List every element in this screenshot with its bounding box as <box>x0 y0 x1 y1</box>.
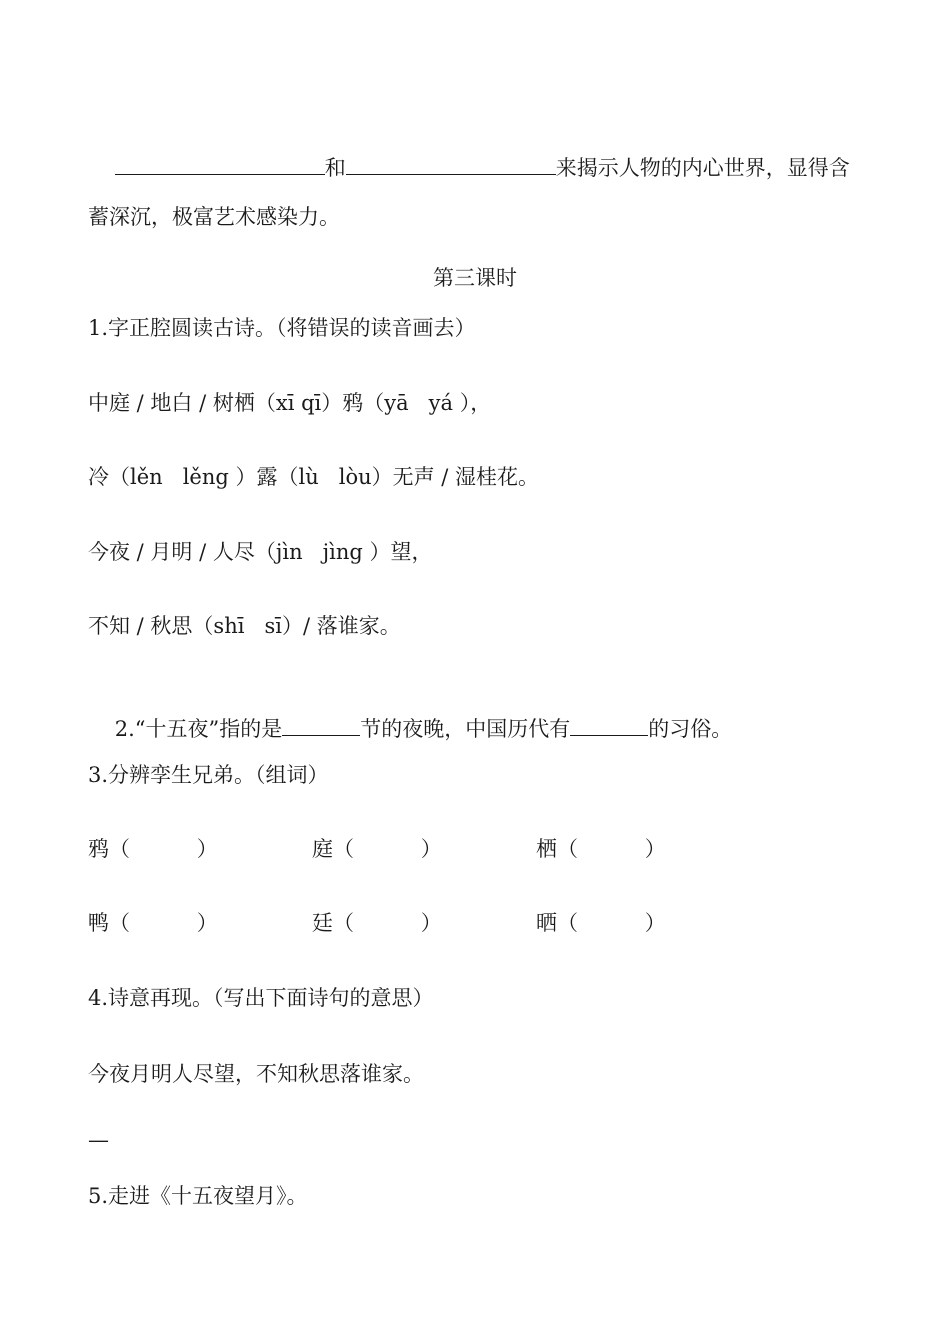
question-3-prompt: 3.分辨孪生兄弟。（组词） <box>88 763 329 787</box>
intro-tail: 来揭示人物的内心世界，显得含 <box>555 156 850 180</box>
intro-connector: 和 <box>324 156 346 180</box>
word-blank-cell[interactable]: 鸦（ ） <box>88 837 218 861</box>
word-blank-cell[interactable]: 庭（ ） <box>312 837 442 861</box>
answer-line-mark[interactable]: — <box>88 1128 109 1152</box>
word-blank-cell[interactable]: 晒（ ） <box>536 911 666 935</box>
word-blank-cell[interactable]: 栖（ ） <box>536 837 666 861</box>
verse-to-translate: 今夜月明人尽望，不知秋思落谁家。 <box>88 1062 424 1086</box>
poem-line-1: 中庭 / 地白 / 树栖（xī qī）鸦（yā yá ）， <box>88 391 492 415</box>
answer-blank[interactable] <box>346 154 556 175</box>
word-blank-cell[interactable]: 廷（ ） <box>312 911 442 935</box>
question-1-prompt: 1.字正腔圆读古诗。（将错误的读音画去） <box>88 316 476 340</box>
poem-line-2: 冷（lěn lěng ）露（lù lòu）无声 / 湿桂花。 <box>88 465 540 489</box>
word-pair-row-1 <box>88 835 760 863</box>
intro-line-2: 蓄深沉，极富艺术感染力。 <box>88 205 340 229</box>
question-2-part-3: 的习俗。 <box>648 717 733 741</box>
question-2-part-1: 2.“十五夜”指的是 <box>114 717 283 741</box>
poem-line-4: 不知 / 秋思（shī sī）/ 落谁家。 <box>88 614 401 638</box>
poem-line-3: 今夜 / 月明 / 人尽（jìn jìng ）望， <box>88 540 433 564</box>
word-blank-cell[interactable]: 鸭（ ） <box>88 911 218 935</box>
question-4-prompt: 4.诗意再现。（写出下面诗句的意思） <box>88 986 434 1010</box>
word-pair-row-2 <box>88 909 760 937</box>
section-title: 第三课时 <box>433 266 517 290</box>
question-5-prompt: 5.走进《十五夜望月》。 <box>88 1184 308 1208</box>
question-2-part-2: 节的夜晚，中国历代有 <box>360 717 571 741</box>
intro-line-1 <box>88 126 850 210</box>
answer-blank[interactable] <box>282 715 360 736</box>
question-2 <box>88 687 732 771</box>
answer-blank[interactable] <box>115 154 325 175</box>
answer-blank[interactable] <box>570 715 648 736</box>
